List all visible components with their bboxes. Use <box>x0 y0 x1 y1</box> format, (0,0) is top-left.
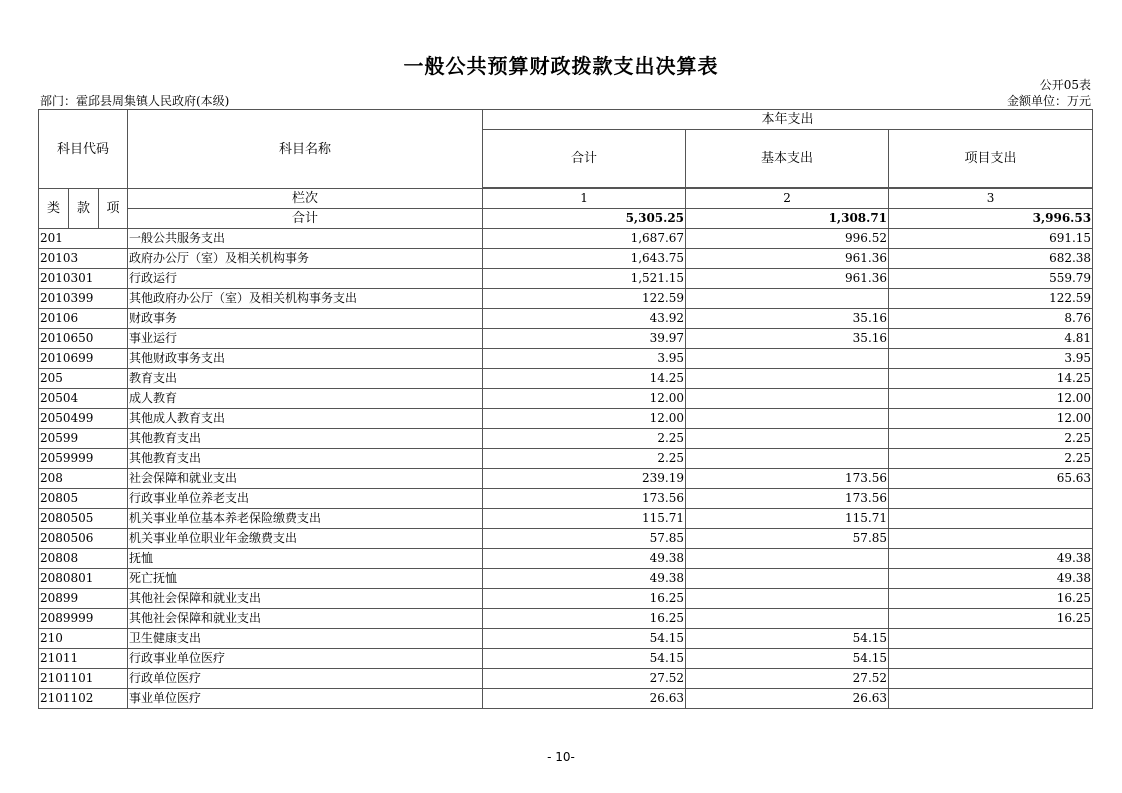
row-total: 12.00 <box>483 389 686 409</box>
row-name: 其他教育支出 <box>128 449 483 469</box>
row-project <box>889 669 1093 689</box>
department-label: 部门：霍邱县周集镇人民政府(本级) <box>40 94 230 108</box>
row-project: 691.15 <box>889 229 1093 249</box>
row-name: 死亡抚恤 <box>128 569 483 589</box>
row-basic: 115.71 <box>686 509 889 529</box>
row-total: 54.15 <box>483 649 686 669</box>
row-total: 43.92 <box>483 309 686 329</box>
table-row <box>39 229 1093 249</box>
row-name: 社会保障和就业支出 <box>128 469 483 489</box>
row-name: 其他政府办公厅（室）及相关机构事务支出 <box>128 289 483 309</box>
row-total: 49.38 <box>483 549 686 569</box>
row-code: 20106 <box>39 309 128 329</box>
table-row <box>39 649 1093 669</box>
row-basic: 961.36 <box>686 249 889 269</box>
row-basic <box>686 389 889 409</box>
row-basic <box>686 549 889 569</box>
row-basic <box>686 289 889 309</box>
table-row <box>39 549 1093 569</box>
column-number-1: 1 <box>483 189 686 209</box>
table-row <box>39 469 1093 489</box>
table-row <box>39 509 1093 529</box>
row-total: 1,521.15 <box>483 269 686 289</box>
row-total: 49.38 <box>483 569 686 589</box>
header-lei: 类 <box>39 189 69 229</box>
row-project <box>889 509 1093 529</box>
row-total: 26.63 <box>483 689 686 709</box>
row-code: 20808 <box>39 549 128 569</box>
row-project: 12.00 <box>889 389 1093 409</box>
row-code: 210 <box>39 629 128 649</box>
expense-table <box>38 109 1093 709</box>
row-name: 行政运行 <box>128 269 483 289</box>
row-code: 2010650 <box>39 329 128 349</box>
header-basic: 基本支出 <box>686 130 889 188</box>
row-name: 其他财政事务支出 <box>128 349 483 369</box>
row-code: 21011 <box>39 649 128 669</box>
row-basic: 57.85 <box>686 529 889 549</box>
row-total: 173.56 <box>483 489 686 509</box>
table-row <box>39 609 1093 629</box>
row-name: 财政事务 <box>128 309 483 329</box>
row-code: 2050499 <box>39 409 128 429</box>
row-project: 8.76 <box>889 309 1093 329</box>
row-code: 2080801 <box>39 569 128 589</box>
row-project: 2.25 <box>889 429 1093 449</box>
row-name: 一般公共服务支出 <box>128 229 483 249</box>
row-project: 49.38 <box>889 549 1093 569</box>
row-basic: 996.52 <box>686 229 889 249</box>
row-code: 20599 <box>39 429 128 449</box>
row-project: 16.25 <box>889 609 1093 629</box>
row-code: 2080505 <box>39 509 128 529</box>
table-row <box>39 449 1093 469</box>
row-project <box>889 689 1093 709</box>
row-code: 20899 <box>39 589 128 609</box>
row-name: 卫生健康支出 <box>128 629 483 649</box>
table-row <box>39 569 1093 589</box>
row-total: 122.59 <box>483 289 686 309</box>
table-row <box>39 529 1093 549</box>
row-basic <box>686 589 889 609</box>
row-total: 2.25 <box>483 429 686 449</box>
header-subject-code: 科目代码 <box>39 110 128 189</box>
row-project <box>889 649 1093 669</box>
row-name: 其他教育支出 <box>128 429 483 449</box>
row-code: 2010399 <box>39 289 128 309</box>
table-row <box>39 429 1093 449</box>
row-code: 2010699 <box>39 349 128 369</box>
row-project: 12.00 <box>889 409 1093 429</box>
row-project <box>889 529 1093 549</box>
row-code: 205 <box>39 369 128 389</box>
table-row <box>39 269 1093 289</box>
row-name: 其他社会保障和就业支出 <box>128 589 483 609</box>
row-code: 2010301 <box>39 269 128 289</box>
row-name: 事业运行 <box>128 329 483 349</box>
table-row <box>39 489 1093 509</box>
row-code: 2101102 <box>39 689 128 709</box>
row-code: 201 <box>39 229 128 249</box>
column-number-3: 3 <box>889 189 1093 209</box>
table-row <box>39 329 1093 349</box>
unit-label: 金额单位：万元 <box>1006 94 1091 108</box>
row-total: 1,643.75 <box>483 249 686 269</box>
row-total: 39.97 <box>483 329 686 349</box>
row-total: 14.25 <box>483 369 686 389</box>
row-name: 其他社会保障和就业支出 <box>128 609 483 629</box>
sum-total: 5,305.25 <box>483 209 686 229</box>
row-basic: 54.15 <box>686 649 889 669</box>
row-code: 2101101 <box>39 669 128 689</box>
row-basic: 173.56 <box>686 489 889 509</box>
row-name: 机关事业单位职业年金缴费支出 <box>128 529 483 549</box>
row-basic <box>686 449 889 469</box>
row-project: 16.25 <box>889 589 1093 609</box>
sum-project: 3,996.53 <box>889 209 1093 229</box>
row-name: 成人教育 <box>128 389 483 409</box>
row-project: 3.95 <box>889 349 1093 369</box>
row-name: 政府办公厅（室）及相关机构事务 <box>128 249 483 269</box>
row-basic <box>686 369 889 389</box>
row-code: 20805 <box>39 489 128 509</box>
table-row <box>39 589 1093 609</box>
row-project: 14.25 <box>889 369 1093 389</box>
table-row <box>39 309 1093 329</box>
table-row <box>39 669 1093 689</box>
table-row <box>39 389 1093 409</box>
row-total: 3.95 <box>483 349 686 369</box>
row-basic: 26.63 <box>686 689 889 709</box>
row-total: 115.71 <box>483 509 686 529</box>
row-basic: 27.52 <box>686 669 889 689</box>
row-basic: 35.16 <box>686 309 889 329</box>
row-basic: 961.36 <box>686 269 889 289</box>
row-name: 抚恤 <box>128 549 483 569</box>
row-project: 49.38 <box>889 569 1093 589</box>
row-basic <box>686 609 889 629</box>
header-project: 项目支出 <box>889 130 1093 188</box>
row-project <box>889 629 1093 649</box>
table-row <box>39 369 1093 389</box>
page-title: 一般公共预算财政拨款支出决算表 <box>403 54 719 78</box>
row-name: 教育支出 <box>128 369 483 389</box>
row-project: 2.25 <box>889 449 1093 469</box>
header-year-expense: 本年支出 <box>483 110 1093 130</box>
row-basic <box>686 569 889 589</box>
header-subject-name: 科目名称 <box>128 110 483 189</box>
table-row <box>39 289 1093 309</box>
page-number: - 10- <box>547 750 575 764</box>
row-name: 其他成人教育支出 <box>128 409 483 429</box>
row-name: 机关事业单位基本养老保险缴费支出 <box>128 509 483 529</box>
row-project <box>889 489 1093 509</box>
row-basic: 35.16 <box>686 329 889 349</box>
row-code: 20103 <box>39 249 128 269</box>
table-row <box>39 409 1093 429</box>
sum-basic: 1,308.71 <box>686 209 889 229</box>
row-total: 16.25 <box>483 589 686 609</box>
table-row <box>39 249 1093 269</box>
row-project: 122.59 <box>889 289 1093 309</box>
row-basic <box>686 409 889 429</box>
row-project: 682.38 <box>889 249 1093 269</box>
row-name: 事业单位医疗 <box>128 689 483 709</box>
form-number: 公开05表 <box>1039 78 1091 92</box>
row-code: 2089999 <box>39 609 128 629</box>
row-total: 1,687.67 <box>483 229 686 249</box>
row-total: 12.00 <box>483 409 686 429</box>
row-project: 4.81 <box>889 329 1093 349</box>
column-number-2: 2 <box>686 189 889 209</box>
header-xiang: 项 <box>99 189 128 229</box>
row-code: 2080506 <box>39 529 128 549</box>
row-basic: 173.56 <box>686 469 889 489</box>
row-total: 16.25 <box>483 609 686 629</box>
table-row <box>39 629 1093 649</box>
row-basic <box>686 349 889 369</box>
sum-label: 合计 <box>128 209 483 229</box>
row-name: 行政事业单位医疗 <box>128 649 483 669</box>
row-total: 2.25 <box>483 449 686 469</box>
row-project: 65.63 <box>889 469 1093 489</box>
row-total: 27.52 <box>483 669 686 689</box>
row-total: 57.85 <box>483 529 686 549</box>
row-name: 行政单位医疗 <box>128 669 483 689</box>
row-code: 2059999 <box>39 449 128 469</box>
header-total: 合计 <box>483 130 686 188</box>
column-label: 栏次 <box>128 189 483 209</box>
row-project: 559.79 <box>889 269 1093 289</box>
table-row <box>39 349 1093 369</box>
row-total: 239.19 <box>483 469 686 489</box>
row-basic: 54.15 <box>686 629 889 649</box>
header-kuan: 款 <box>69 189 99 229</box>
row-code: 20504 <box>39 389 128 409</box>
row-total: 54.15 <box>483 629 686 649</box>
row-code: 208 <box>39 469 128 489</box>
row-basic <box>686 429 889 449</box>
table-row <box>39 689 1093 709</box>
row-name: 行政事业单位养老支出 <box>128 489 483 509</box>
